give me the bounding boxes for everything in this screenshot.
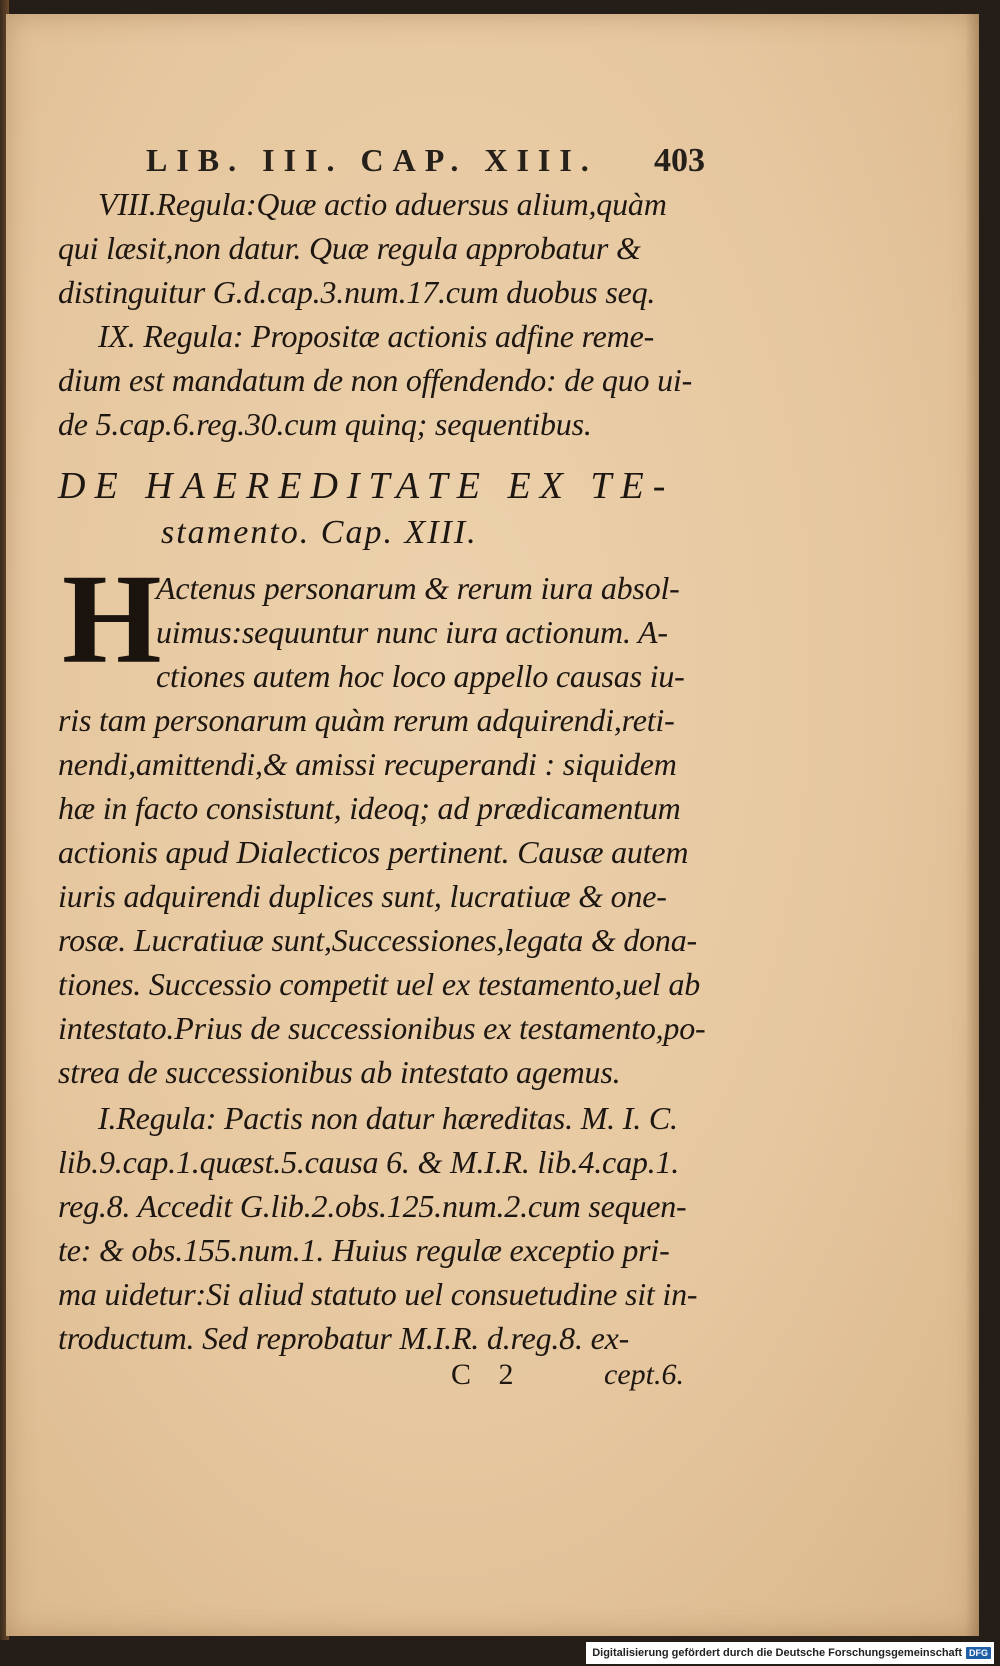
section-heading-continued: stamento. Cap. XIII. [161, 514, 478, 551]
body-line: uimus:sequuntur nunc iura actionum. A- [156, 614, 668, 650]
body-line: ctiones autem hoc loco appello causas iu- [156, 658, 685, 694]
attribution-text: Digitalisierung gefördert durch die Deutsche Forschungsgemeinschaft [592, 1647, 962, 1659]
body-line: tiones. Successio competit uel ex testamento,uel ab [58, 966, 701, 1002]
body-line: hæ in facto consistunt, ideoq; ad prædicamentum [58, 790, 681, 826]
rule-line: IX. Regula: Propositæ actionis adfine reme- [98, 318, 655, 354]
book-page [6, 14, 979, 1636]
attribution-bar [586, 1642, 994, 1664]
signature-mark: C 2 [451, 1358, 524, 1391]
body-line: reg.8. Accedit G.lib.2.obs.125.num.2.cum sequen- [58, 1188, 687, 1224]
body-line: ris tam personarum quàm rerum adquirendi,reti- [58, 702, 675, 738]
rule-line: qui læsit,non datur. Quæ regula approbatur & [58, 230, 641, 266]
drop-cap: H [62, 548, 162, 690]
body-line: intestato.Prius de successionibus ex testamento,po- [58, 1010, 706, 1046]
rule-line: de 5.cap.6.reg.30.cum quinq; sequentibus. [58, 406, 592, 442]
dfg-logo-icon: DFG [966, 1647, 991, 1659]
body-line: actionis apud Dialecticos pertinent. Causæ autem [58, 834, 689, 870]
rule-line: distinguitur G.d.cap.3.num.17.cum duobus seq. [58, 274, 656, 310]
page-edge-shadow [965, 14, 979, 1636]
section-heading: DE HAEREDITATE EX TE- [58, 465, 675, 507]
running-title: LIB. III. CAP. XIII. [146, 142, 598, 178]
body-line: te: & obs.155.num.1. Huius regulæ exceptio pri- [58, 1232, 670, 1268]
rule-line: VIII.Regula:Quæ actio aduersus alium,quàm [98, 186, 667, 222]
body-line: lib.9.cap.1.quæst.5.causa 6. & M.I.R. lib.4.cap.1. [58, 1144, 680, 1180]
rule-line: dium est mandatum de non offendendo: de quo ui- [58, 362, 693, 398]
body-line: strea de successionibus ab intestato agemus. [58, 1054, 621, 1090]
page-number: 403 [654, 142, 705, 179]
body-line: I.Regula: Pactis non datur hæreditas. M. I. C. [98, 1100, 678, 1136]
body-line: nendi,amittendi,& amissi recuperandi : siquidem [58, 746, 677, 782]
body-line: Actenus personarum & rerum iura absol- [156, 570, 680, 606]
body-line: rosæ. Lucratiuæ sunt,Successiones,legata & dona- [58, 922, 697, 958]
body-line: troductum. Sed reprobatur M.I.R. d.reg.8. ex- [58, 1320, 630, 1356]
body-line: ma uidetur:Si aliud statuto uel consuetudine sit in- [58, 1276, 698, 1312]
body-line: iuris adquirendi duplices sunt, lucratiuæ & one- [58, 878, 667, 914]
catchword: cept.6. [604, 1358, 684, 1391]
